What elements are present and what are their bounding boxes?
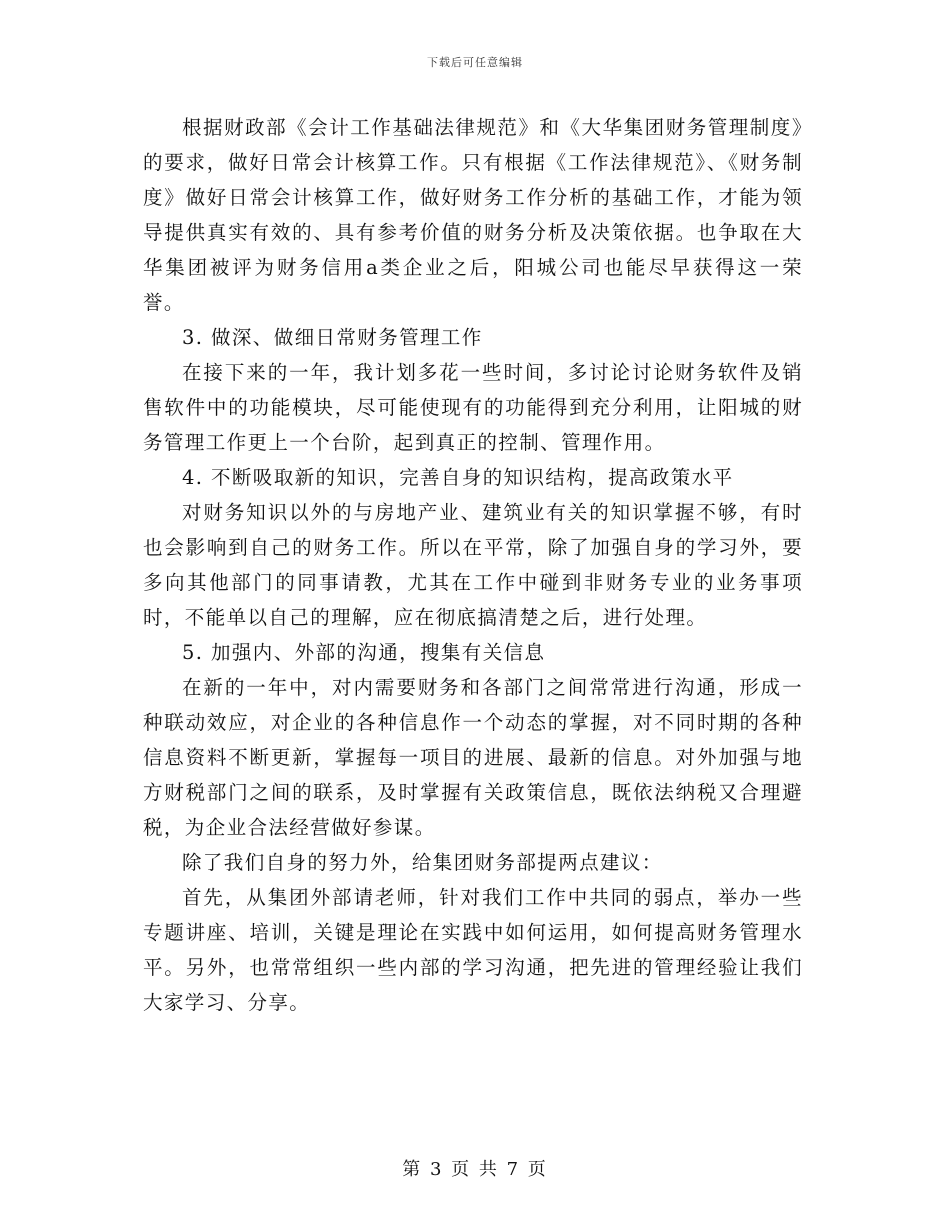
paragraph: 根据财政部《会计工作基础法律规范》和《大华集团财务管理制度》的要求，做好日常会计核算工作。只有根据《工作法律规范》、《财务制度》做好日常会计核算工作，做好财务工作分析的基础工作，才能为领导提供真实有效的、具有参考价值的财务分析及决策依据。也争取在大华集团被评为财务信用a类企业之后，阳城公司也能尽早获得这一荣誉。 — [143, 116, 803, 314]
paragraph: 在新的一年中，对内需要财务和各部门之间常常进行沟通，形成一种联动效应，对企业的各种信息作一个动态的掌握，对不同时期的各种信息资料不断更新，掌握每一项目的进展、最新的信息。对外加强与地方财税部门之间的联系，及时掌握有关政策信息，既依法纳税又合理避税，为企业合法经营做好参谋。 — [143, 676, 803, 839]
section-heading: 3. 做深、做细日常财务管理工作 — [182, 326, 483, 349]
section-heading: 5. 加强内、外部的沟通，搜集有关信息 — [182, 641, 546, 664]
section-heading: 4. 不断吸取新的知识，完善自身的知识结构，提高政策水平 — [182, 466, 734, 489]
document-body — [143, 110, 803, 1020]
page-footer: 第 3 页 共 7 页 — [402, 1159, 548, 1180]
paragraph: 在接下来的一年，我计划多花一些时间，多讨论讨论财务软件及销售软件中的功能模块，尽可能使现有的功能得到充分利用，让阳城的财务管理工作更上一个台阶，起到真正的控制、管理作用。 — [143, 361, 803, 454]
paragraph: 除了我们自身的努力外，给集团财务部提两点建议： — [182, 851, 663, 874]
paragraph: 首先，从集团外部请老师，针对我们工作中共同的弱点，举办一些专题讲座、培训，关键是理论在实践中如何运用，如何提高财务管理水平。另外，也常常组织一些内部的学习沟通，把先进的管理经验让我们大家学习、分享。 — [143, 886, 803, 1014]
paragraph: 对财务知识以外的与房地产业、建筑业有关的知识掌握不够，有时也会影响到自己的财务工作。所以在平常，除了加强自身的学习外，要多向其他部门的同事请教，尤其在工作中碰到非财务专业的业务事项时，不能单以自己的理解，应在彻底搞清楚之后，进行处理。 — [143, 501, 803, 629]
page-header: 下载后可任意编辑 — [427, 56, 523, 69]
